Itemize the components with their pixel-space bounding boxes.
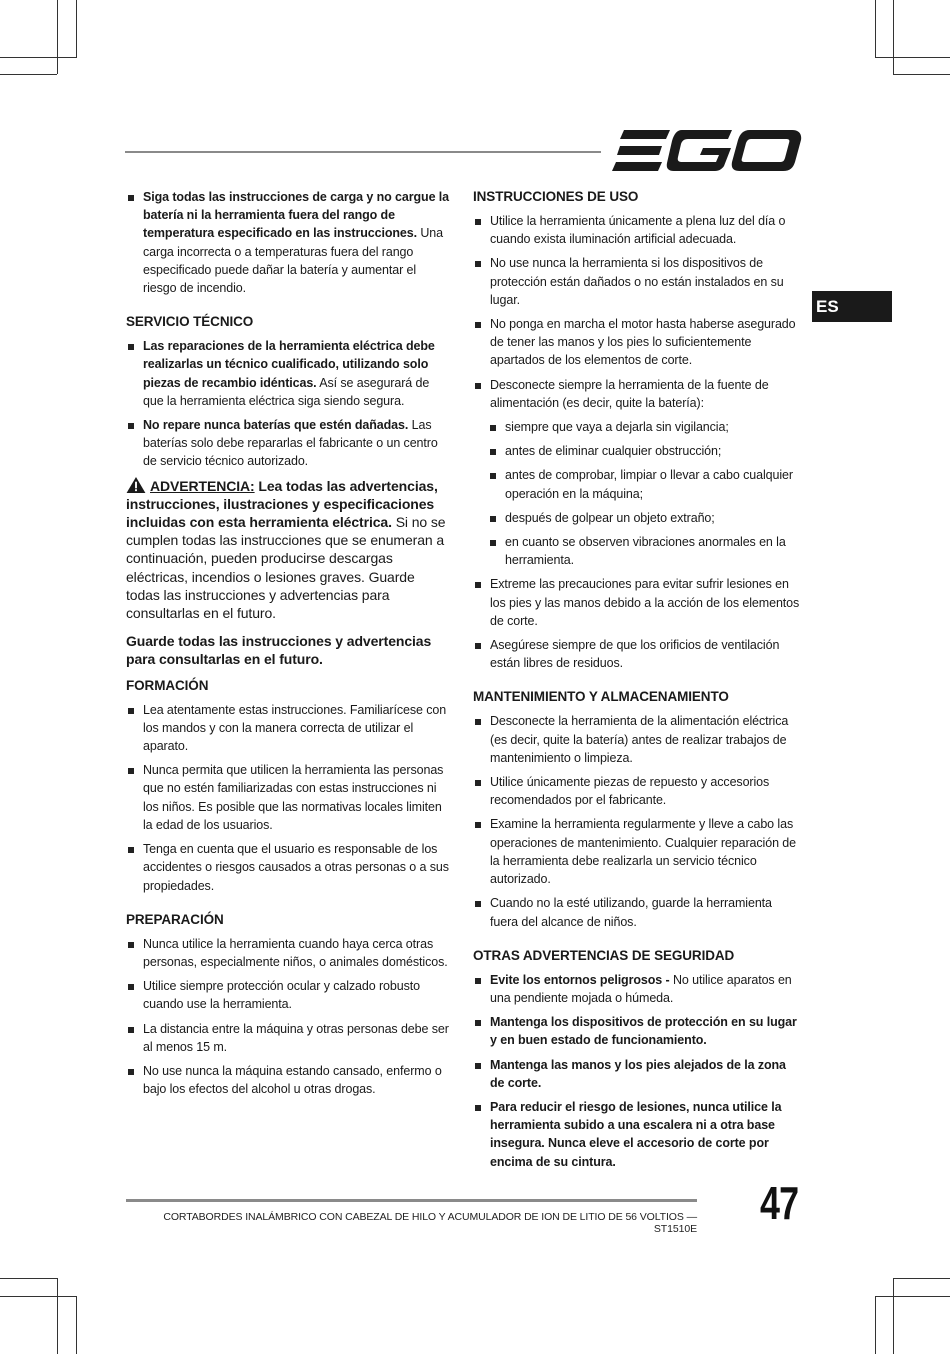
otras-list [473,971,803,1171]
bold-text: Mantenga los dispositivos de protección en su lugar y en buen estado de funcionamiento. [490,1015,797,1048]
crop-mark [76,1296,77,1354]
bold-text: Las reparaciones de la herramienta eléctrica debe realizarlas un técnico cualificado, utilizando solo piezas de recambio idénticas. [143,339,435,390]
bold-text: Para reducir el riesgo de lesiones, nunca utilice la herramienta subido a una escalera ni a otra base insegura. Nunca eleve el accesorio de corte por encima de su cintura. [490,1099,782,1169]
ego-logo [612,128,802,174]
sub-list-item: en cuanto se observen vibraciones anormales en la herramienta. [473,533,803,569]
crop-mark [57,0,58,74]
mantenimiento-list [473,712,803,930]
footer-product-title: CORTABORDES INALÁMBRICO CON CABEZAL DE HILO Y ACUMULADOR DE ION DE LITIO DE 56 VOLTIOS — ST1510E [163,1211,697,1235]
section-heading-formacion: FORMACIÓN [126,677,209,693]
list-item [473,1013,803,1049]
list-item: Nunca utilice la herramienta cuando haya cerca otras personas, especialmente niños, o animales domésticos. [126,935,452,971]
list-item: Extreme las precauciones para evitar sufrir lesiones en los pies y las manos debido a la acción de los elementos de corte. [473,575,803,630]
section-heading-otras: OTRAS ADVERTENCIAS DE SEGURIDAD [473,947,735,963]
list-item: Examine la herramienta regularmente y lleve a cabo las operaciones de mantenimiento. Cualquier reparación de la herramienta debe realizarla un servicio técnico autorizado. [473,815,803,888]
bold-text: No repare nunca baterías que estén dañadas. [143,418,409,433]
list-item: Desconecte la herramienta de la alimentación eléctrica (es decir, quite la batería) antes de realizar trabajos de mantenimiento o limpieza. [473,712,803,767]
list-item: La distancia entre la máquina y otras personas debe ser al menos 15 m. [126,1020,452,1056]
list-item [473,1098,803,1171]
preparacion-list [126,935,452,1099]
body-text: Así se asegurará de que la herramienta eléctrica siga siendo segura. [143,375,430,408]
crop-mark [0,1296,76,1297]
sub-list-item: antes de comprobar, limpiar o llevar a cabo cualquier operación en la máquina; [473,466,803,502]
sub-list-item: siempre que vaya a dejarla sin vigilancia; [473,418,803,436]
body-text: No utilice aparatos en una pendiente mojada o húmeda. [490,972,792,1005]
list-item: Cuando no la esté utilizando, guarde la herramienta fuera del alcance de niños. [473,894,803,930]
crop-mark [875,1296,876,1354]
body-text: Si no se cumplen todas las instrucciones que se enumeran a continuación, pueden producirse descargas eléctricas, incendios o lesiones graves. Guarde todas las instrucciones y advertencias para consultarlas en el futuro. [126,514,446,622]
list-item [126,416,452,471]
section-heading-servicio: SERVICIO TÉCNICO [126,314,254,330]
crop-mark [875,0,876,58]
list-item: Lea atentamente estas instrucciones. Familiarícese con los mandos y con la manera correcta de utilizar el aparato. [126,701,452,756]
charging-list [126,188,452,297]
list-item [126,188,452,297]
language-tab: ES [812,291,892,322]
right-column [473,188,803,1177]
formacion-list [126,701,452,895]
bold-text: Evite los entornos peligrosos - [490,972,670,987]
body-text: Una carga incorrecta o a temperaturas fuera del rango especificado puede dañar la batería y aumentar el riesgo de incendio. [143,226,443,296]
list-item: No use nunca la máquina estando cansado, enfermo o bajo los efectos del alcohol u otras drogas. [126,1062,452,1098]
bold-text: Siga todas las instrucciones de carga y no cargue la batería ni la herramienta fuera del rango de temperatura especificado en las instrucciones. [143,190,450,241]
sub-list-item: antes de eliminar cualquier obstrucción; [473,442,803,460]
bold-text: Lea todas las advertencias, instrucciones, ilustraciones y especificaciones incluidas con esta herramienta eléctrica. [126,477,438,531]
bold-text: Mantenga las manos y los pies alejados de la zona de corte. [490,1057,786,1090]
uso-list [473,212,803,412]
crop-mark [893,1278,894,1354]
crop-mark [0,1278,57,1279]
crop-mark [0,74,57,75]
warning-block [126,477,452,623]
list-item: Nunca permita que utilicen la herramienta las personas que no estén familiarizadas con estas instrucciones ni los niños. Es posible que las normativas locales limiten la edad de los usuarios. [126,761,452,834]
crop-mark [893,0,894,74]
crop-mark [893,74,950,75]
crop-mark [875,57,950,58]
warning-label: ADVERTENCIA: [150,477,255,494]
footer-rule [126,1199,697,1202]
warning-triangle-icon [126,477,146,493]
list-item: Asegúrese siempre de que los orificios de ventilación están libres de residuos. [473,636,803,672]
uso-list-continued [473,575,803,672]
section-heading-mantenimiento: MANTENIMIENTO Y ALMACENAMIENTO [473,689,729,705]
page-number: 47 [760,1177,799,1229]
list-item: No ponga en marcha el motor hasta haberse asegurado de tener las manos y los pies lo suficientemente apartados de los elementos de corte. [473,315,803,370]
servicio-list [126,337,452,470]
header-rule [125,151,601,153]
list-item [473,1056,803,1092]
section-heading-preparacion: PREPARACIÓN [126,911,224,927]
section-heading-uso: INSTRUCCIONES DE USO [473,189,639,204]
list-item: Utilice siempre protección ocular y calzado robusto cuando use la herramienta. [126,977,452,1013]
crop-mark [875,1296,950,1297]
left-column [126,188,452,1104]
save-instructions-note: Guarde todas las instrucciones y advertencias para consultarlas en el futuro. [126,633,432,668]
crop-mark [76,0,77,58]
list-item: Utilice únicamente piezas de repuesto y accesorios recomendados por el fabricante. [473,773,803,809]
list-item: Utilice la herramienta únicamente a plena luz del día o cuando exista iluminación artificial adecuada. [473,212,803,248]
crop-mark [893,1278,950,1279]
list-item: No use nunca la herramienta si los dispositivos de protección están dañados o no están instalados en su lugar. [473,254,803,309]
uso-sublist [473,418,803,569]
crop-mark [0,57,76,58]
list-item: Tenga en cuenta que el usuario es responsable de los accidentes o riesgos causados a otras personas o a sus propiedades. [126,840,452,895]
body-text: Las baterías solo debe repararlas el fabricante o un centro de servicio técnico autorizado. [143,418,438,469]
crop-mark [57,1278,58,1354]
list-item [473,971,803,1007]
list-item: Desconecte siempre la herramienta de la fuente de alimentación (es decir, quite la batería): [473,376,803,412]
list-item [126,337,452,410]
sub-list-item: después de golpear un objeto extraño; [473,509,803,527]
